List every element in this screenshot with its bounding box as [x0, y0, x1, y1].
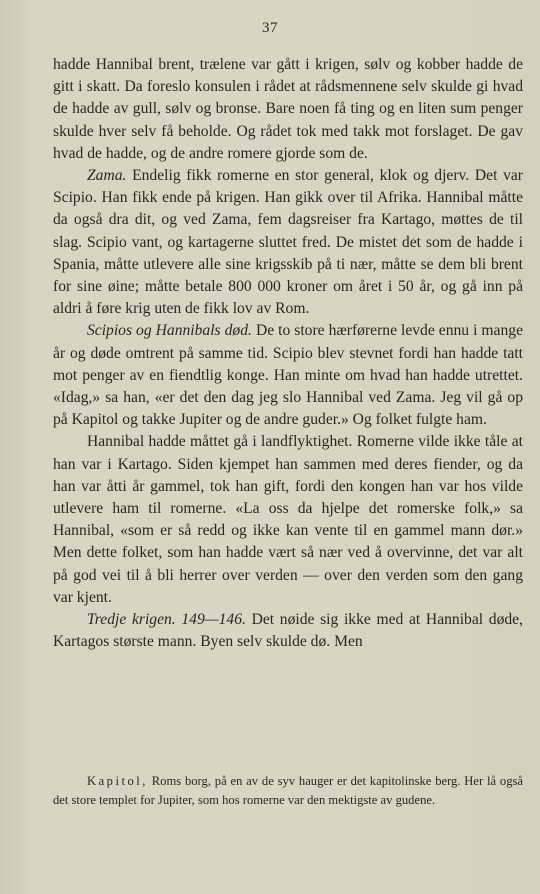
paragraph-text: De to store hærførerne levde ennu i mange år og døde omtrent på samme tid. Scipio blev stevnet fordi han hadde tatt mot penger av en fiendtlig konge. Han minte om hvad han hadde utrettet. «Idag,» sa han, «er det den dag jeg slo Hannibal ved Zama. Jeg vil gå op på Kapitol og takke Jupiter og de andre guder.» Og folket fulgte ham.	[53, 322, 523, 429]
paragraph	[53, 431, 523, 609]
section-lead: Scipios og Hannibals død.	[87, 322, 252, 340]
paragraph	[53, 54, 523, 165]
paragraph	[53, 609, 523, 653]
paragraph	[53, 165, 523, 320]
paragraph-text: Endelig fikk romerne en stor general, klok og djerv. Det var Scipio. Han fikk ende på krigen. Han gikk over til Afrika. Hannibal måtte da også dra dit, og ved Zama, fem dagsreiser fra Kartago, møttes de til slag. Scipio vant, og kartagerne sluttet fred. De mistet det som de hadde i Spania, måtte utlevere alle sine krigsskib på ti nær, måtte se dem bli brent for sine øine; måtte betale 800 000 kroner om året i 50 år, og gå inn på aldri å føre krig uten de fikk lov av Rom.	[53, 167, 523, 318]
footnote-text: Roms borg, på en av de syv hauger er det kapitolinske berg. Her lå også det store templet for Jupiter, som hos romerne var den mektigste av gudene.	[53, 774, 523, 807]
page-number: 37	[262, 20, 278, 36]
paragraph-text: Hannibal hadde måttet gå i landflyktighet. Romerne vilde ikke tåle at han var i Kartago. Siden kjempet han sammen med deres fiender, og da han var åtti år gammel, tok han gift, fordi den kongen han var hos vilde utlevere ham til romerne. «La oss da hjelpe det romerske folk,» sa Hannibal, «som er så redd og ikke kan vente til en gammel mann dør.» Men dette folket, som han hadde vært så nær ved å overvinne, det var alt på god vei til å bli herrer over verden — over den verden som den gang var kjent.	[53, 433, 523, 606]
paragraph-text: Det nøide sig ikke med at Hannibal døde, Kartagos største mann. Byen selv skulde dø. Men	[53, 611, 523, 651]
section-lead: Zama.	[87, 167, 127, 185]
paragraph	[53, 320, 523, 431]
footnote-term: Kapitol,	[87, 774, 148, 788]
footnote	[53, 772, 523, 809]
paragraph-text: hadde Hannibal brent, trælene var gått i krigen, sølv og kobber hadde de gitt i skatt. Da foreslo konsulen i rådet at rådsmennene selv skulde gi hvad de hadde av gull, sølv og bronse. Bare noen få ting og en liten sum penger skulde hver selv få beholde. Og rådet tok med takk mot forslaget. De gav hvad de hadde, og de andre romere gjorde som de.	[53, 56, 523, 162]
section-lead: Tredje krigen. 149—146.	[87, 611, 246, 629]
main-text	[53, 54, 523, 653]
